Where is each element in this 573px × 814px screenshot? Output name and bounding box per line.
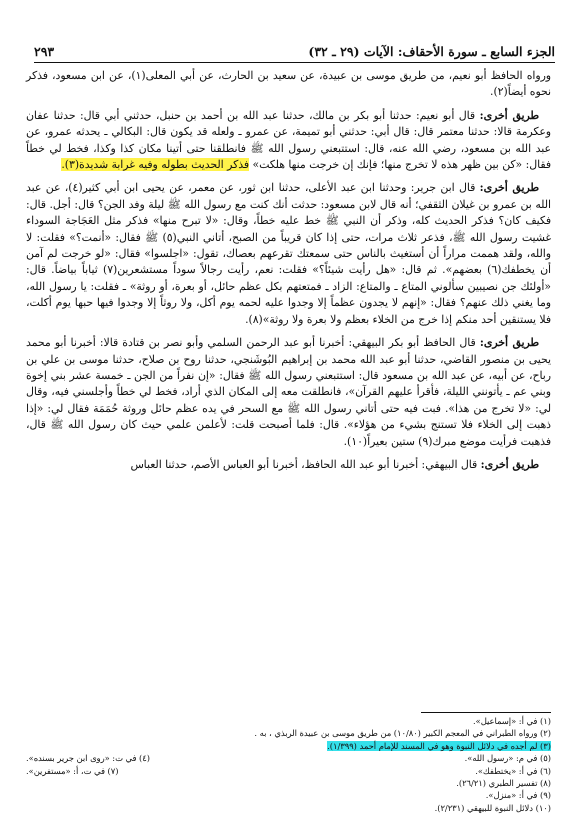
page-number: ٢٩٣ bbox=[34, 43, 55, 59]
main-text bbox=[26, 68, 551, 480]
paragraph-text: قال الحافظ أبو بكر البيهقي: أخبرنا أبو عبد الرحمن السلمي وأبو نصر بن قتادة قالا: أخبرنا أبو محمد يحيى بن منصور القاضي، حدثنا أبو عبد الله محمد بن إبراهيم البُوشَنجي، حدثنا روح بن صلاح، حدثنا موسى بن علي بن رباح، عن أبيه، عن عبد الله بن مسعود قال: استتبعني رسول الله ﷺ فقال: «إن نفراً من الجن ـ خمسة عشر بني إخوة وبني عم ـ يأتونني الليلة، فأقرأ عليهم القرآن»، فانطلقت معه إلى المكان الذي أراد، فخط لي خطاً وأجلسني فيه، وقال لي: «لا تخرج من هذا». فبت فيه حتى أتاني رسول الله ﷺ مع السحر في يده عظم حائل وروثة حُمَمَة فقال لي: «إذا ذهبت إلى الخلاء فلا تستنج بشيء من هؤلاء». قال: فلما أصبحت قلت: لأعلمن علمي حيث كان رسول الله ﷺ قال، فذهبت فرأيت موضع مبرك(٩) ستين بعيراً(١٠). bbox=[26, 336, 551, 448]
page-header bbox=[34, 40, 555, 62]
paragraph-lead: طريق أخرى: bbox=[479, 108, 540, 122]
paragraph-text: قال أبو نعيم: حدثنا أبو بكر بن مالك، حدثنا عبد الله بن أحمد بن حنبل، حدثني أبي قال: حدثنا عفان وعكرمة قالا: حدثنا معتمر قال: قال أبي: حدثني أبو تميمة، عن عمرو ـ ولعله قد يكون قال: البكالي ـ يحدثه عمرو، عن عبد الله بن مسعود، رضي الله عنه، قال: استتبعني رسول الله ﷺ فانطلقنا حتى أتينا مكان كذا وكذا، فخط لي خطاً فقال: «كن بين ظهر هذه لا تخرج منها؛ فإنك إن خرجت منها هلكت» bbox=[26, 108, 551, 172]
footnote-3-row bbox=[26, 740, 551, 752]
paragraph-2 bbox=[26, 108, 551, 174]
footnote-4: (٤) في ت: «روى ابن جرير بسنده». bbox=[26, 753, 151, 764]
paragraph-5 bbox=[26, 457, 551, 473]
footnote-9: (٩) في أ: «منزل». bbox=[485, 790, 551, 801]
footnote-10: (١٠) دلائل النبوة للبيهقي (٢/٢٣١). bbox=[434, 802, 551, 813]
header-rule bbox=[34, 62, 555, 63]
footnote-rule bbox=[421, 712, 551, 713]
paragraph-lead: طريق أخرى: bbox=[479, 336, 539, 350]
footnotes bbox=[26, 715, 551, 814]
paragraph-lead: طريق أخرى: bbox=[480, 457, 539, 471]
paragraph-text: قال البيهقي: أخبرنا أبو عبد الله الحافظ، أخبرنا أبو العباس الأصم، حدثنا العباس bbox=[130, 457, 478, 471]
footnote-7: (٧) في ت، أ: «مستفرين». bbox=[26, 765, 119, 776]
footnote-5: (٥) في م: «رسول الله». bbox=[464, 753, 551, 764]
footnote-6: (٦) في أ: «يختطفك». bbox=[475, 765, 551, 776]
footnote-8: (٨) تفسير الطبري (٢٦/٢١). bbox=[456, 778, 551, 789]
footnote-row-6-7 bbox=[26, 765, 551, 777]
paragraph-lead: طريق أخرى: bbox=[479, 181, 539, 195]
paragraph-text: ورواه الحافظ أبو نعيم، من طريق موسى بن عبيدة، عن سعيد بن الحارث، عن أبي المعلى(١)، عن ابن مسعود، فذكر نحوه أيضاً(٢). bbox=[26, 69, 551, 99]
footnote-1: (١) في أ: «إسماعيل». bbox=[473, 716, 551, 726]
paragraph-text: قال ابن جرير: وحدثنا ابن عبد الأعلى، حدثنا ابن ثور، عن معمر، عن يحيى ابن أبي كثير(٤)، عن عبد الله بن عمرو بن غيلان الثقفي؛ أنه قال لابن مسعود: حدثت أنك كنت مع رسول الله ﷺ ليلة وفد الجن؟ قال: أجل. قال: فكيف كان؟ فذكر الحديث كله، وذكر أن النبي ﷺ خط عليه خطاً، وقال: «لا تبرح منها» فذكر مثل العَجَاجة السوداء غشيت رسول الله ﷺ، فذعر ثلاث مرات، حتى إذا كان قريباً من الصبح، أتاني النبي(٥) ﷺ فقال: «أنمت؟» فقلت: لا والله، ولقد هممت مراراً أن أستغيث بالناس حتى سمعتك تقرعهم بعصاك، تقول: «اجلسوا» فقال: «لو خرجت لم آمن أن يخطفك(٦) بعضهم». ثم قال: «هل رأيت شيئاً؟» فقلت: نعم، رأيت رجالاً سوداً مستشعرين(٧) ثياباً بياضاً. قال: «أولئك جن نصيبين سألوني المتاع ـ والمتاع: الزاد ـ فمتعتهم بكل عظم حائل، أو بعرة، أو روثة» ـ فقلت: يا رسول الله، وما يغني ذلك عنهم؟ فقال: «إنهم لا يجدون عظماً إلا وجدوا عليه لحمه يوم أكل، ولا روثاً إلا وجدوا فيها حبها يوم أكلت، فلا يستنقين أحد منكم إذا خرج من الخلاء بعظم ولا بعرة ولا روثة»(٨). bbox=[26, 181, 552, 326]
footnote-row-4-5 bbox=[26, 752, 551, 764]
paragraph-3 bbox=[26, 180, 551, 328]
footnote-3: (٣) لم أجده في دلائل النبوة وهو في المسند للإمام أحمد (١/٣٩٩). bbox=[327, 740, 551, 751]
running-title: الجزء السابع ـ سورة الأحقاف: الآيات (٢٩ ـ ٣٢) bbox=[308, 43, 555, 59]
paragraph-1 bbox=[26, 68, 551, 101]
footnote-2: (٢) ورواه الطبراني في المعجم الكبير (١٠/٨٠) من طريق موسى بن عبيدة الربذي ، به . bbox=[254, 728, 551, 739]
highlighted-text: فذكر الحديث بطوله وفيه غرابة شديدة(٣). bbox=[61, 158, 250, 172]
paragraph-4 bbox=[26, 335, 551, 450]
